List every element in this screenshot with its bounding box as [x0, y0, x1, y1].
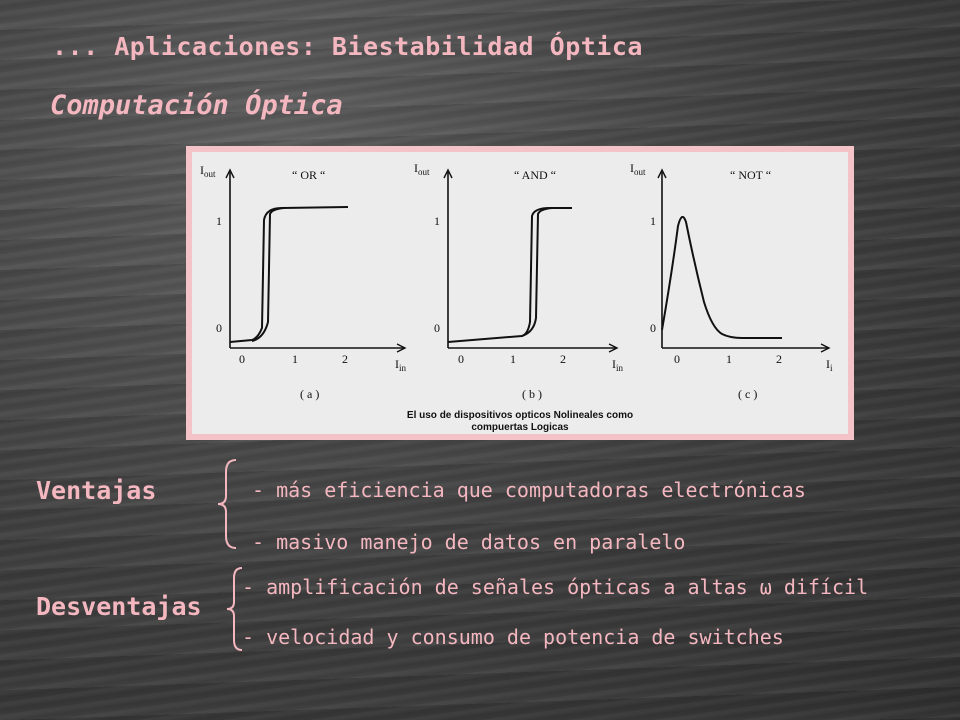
figure-caption [192, 410, 848, 434]
panel-or-ytick-0: 0 [216, 321, 222, 335]
panel-or-xtick-2: 2 [342, 352, 348, 366]
slide-title: ... Aplicaciones: Biestabilidad Óptica [52, 32, 643, 61]
panel-not-gate-label: “ NOT “ [730, 168, 772, 182]
panel-or-label: ( a ) [300, 387, 320, 401]
ventajas-item-2: - masivo manejo de datos en paralelo [252, 530, 686, 554]
figure-caption-line1: El uso de dispositivos opticos Nolineales como [406, 410, 634, 421]
panel-or-ytick-1: 1 [216, 214, 222, 228]
panel-or-ylabel: $I_{out}$ [200, 163, 216, 179]
panel-not-label: ( c ) [738, 387, 758, 401]
panel-and-label: ( b ) [522, 387, 542, 401]
panel-and-ytick-1: 1 [434, 214, 440, 228]
panel-not-ylabel: $I_{out}$ [630, 161, 646, 177]
panel-and-ytick-0: 0 [434, 321, 440, 335]
panel-not-xlabel: $I_i$ [826, 357, 833, 373]
panel-and-xlabel: $I_{in}$ [612, 357, 624, 373]
gates-figure-plots [192, 152, 848, 434]
panel-and-gate-label: “ AND “ [514, 168, 556, 182]
panel-and-xtick-2: 2 [560, 352, 566, 366]
gates-figure [186, 146, 854, 440]
panel-and-xtick-1: 1 [510, 352, 516, 366]
panel-and-ylabel: $I_{out}$ [414, 161, 430, 177]
panel-not [630, 161, 833, 401]
panel-or-xtick-0: 0 [239, 352, 245, 366]
panel-or-gate-label: “ OR “ [292, 168, 326, 182]
ventajas-item-1: - más eficiencia que computadoras electrónicas [252, 478, 806, 502]
panel-not-ytick-0: 0 [650, 321, 656, 335]
ventajas-label: Ventajas [36, 476, 157, 505]
panel-not-xtick-0: 0 [674, 352, 680, 366]
desventajas-label: Desventajas [36, 592, 202, 621]
panel-not-xtick-2: 2 [776, 352, 782, 366]
slide-subtitle: Computación Óptica [50, 90, 343, 121]
panel-not-ytick-1: 1 [650, 214, 656, 228]
panel-or [200, 163, 407, 401]
figure-caption-line2: compuertas Logicas [471, 422, 569, 433]
ventajas-brace [212, 458, 242, 550]
panel-and-xtick-0: 0 [458, 352, 464, 366]
desventajas-item-2: - velocidad y consumo de potencia de switches [242, 625, 784, 649]
panel-or-xlabel: $I_{in}$ [395, 357, 407, 373]
panel-not-xtick-1: 1 [726, 352, 732, 366]
panel-or-xtick-1: 1 [292, 352, 298, 366]
panel-and [414, 161, 624, 401]
desventajas-item-1: - amplificación de señales ópticas a altas ω difícil [242, 575, 869, 599]
